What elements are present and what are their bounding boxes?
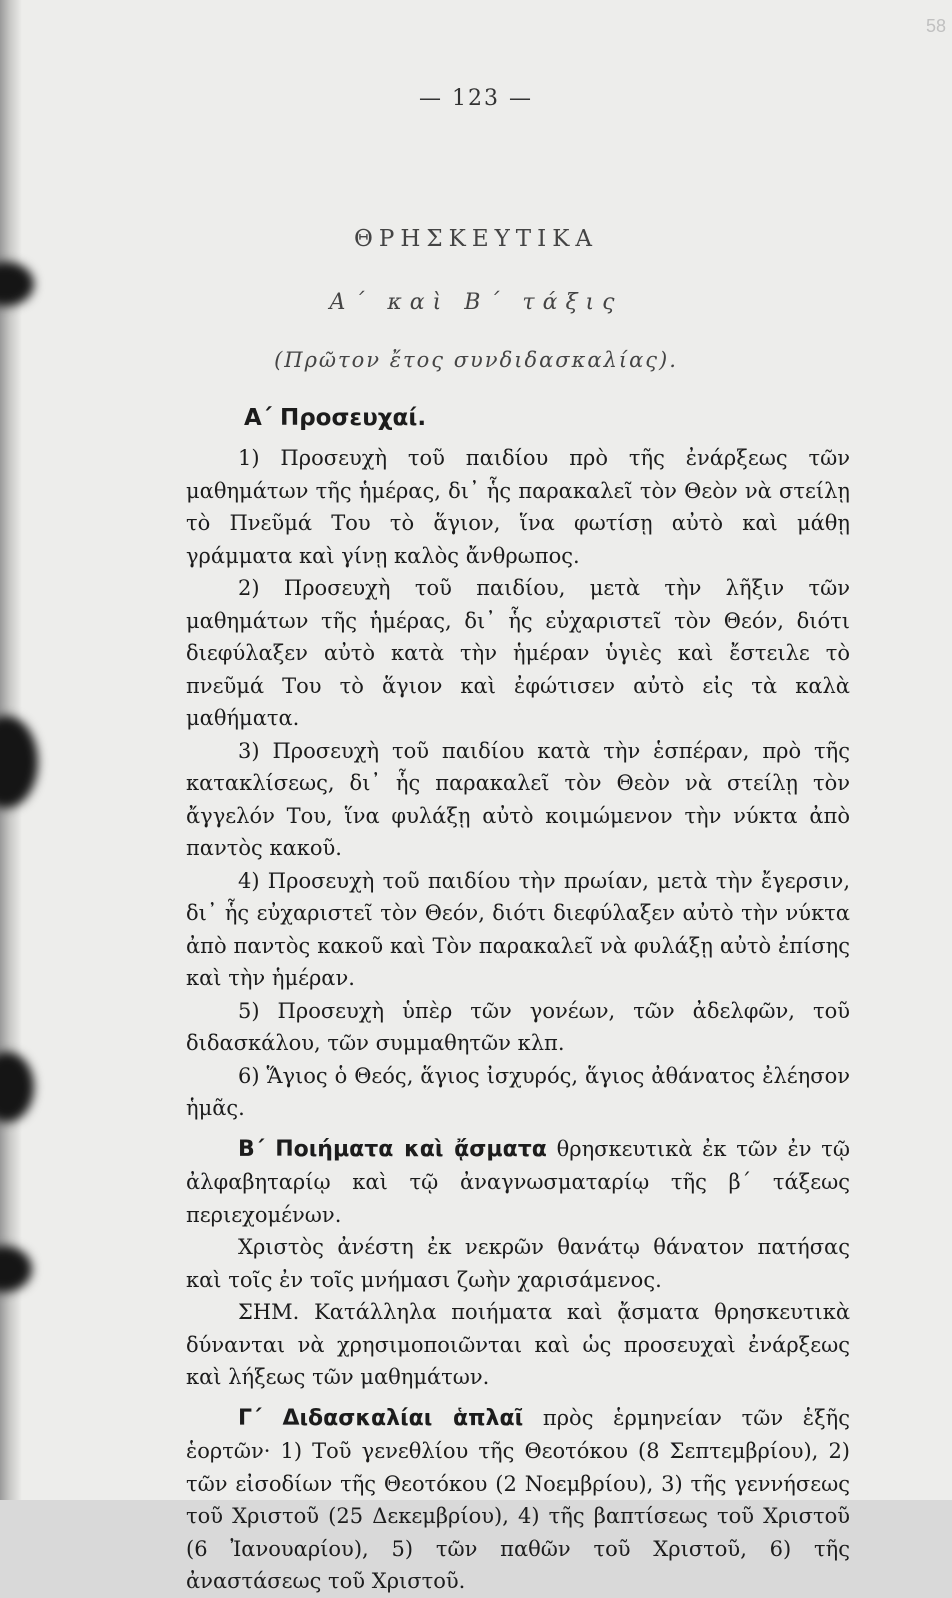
ink-blot bbox=[0, 1246, 32, 1292]
prayer-item: 4) Προσευχὴ τοῦ παιδίου τὴν πρωίαν, μετὰ τὴν ἔγερσιν, δι᾽ ἧς εὐχαριστεῖ τὸν Θεόν, διότι διεφύλαξεν αὐτὸ τὴν νύκτα ἀπὸ παντὸς κακοῦ καὶ Τὸν παρακαλεῖ νὰ φυλάξῃ αὐτὸ ἐπίσης καὶ τὴν ἡμέραν. bbox=[186, 868, 850, 990]
page-title: ΘΡΗΣΚΕΥΤΙΚΑ bbox=[353, 226, 599, 252]
section-c-paragraph bbox=[186, 1402, 850, 1598]
document-body bbox=[186, 400, 850, 1598]
prayer-item: 1) Προσευχὴ τοῦ παιδίου πρὸ τῆς ἐνάρξεως τῶν μαθημάτων τῆς ἡμέρας, δι᾽ ἧς παρακαλεῖ τὸν Θεὸν νὰ στείλῃ τὸ Πνεῦμά Του τὸ ἅγιον, ἵνα φωτίσῃ αὐτὸ καὶ μάθῃ γράμματα καὶ γίνῃ καλὸς ἄνθρωπος. bbox=[186, 446, 850, 568]
note-text: ΣΗΜ. Κατάλληλα ποιήματα καὶ ᾄσματα θρησκευτικὰ δύνανται νὰ χρησιμοποιῶνται καὶ ὡς προσευχαὶ ἐνάρξεως καὶ λήξεως τῶν μαθημάτων. bbox=[186, 1300, 850, 1389]
section-c-heading: Γ΄ Διδασκαλίαι ἁπλαῖ bbox=[238, 1405, 524, 1431]
section-b-paragraph bbox=[186, 1133, 850, 1232]
section-b-intro: θρησκευτικὰ ἐκ τῶν ἐν τῷ ἀλφαβηταρίῳ καὶ τῷ ἀναγνωσματαρίῳ τῆς β΄ τάξεως περιεχομένων. bbox=[186, 1136, 851, 1227]
section-a-heading: Α΄ Προσευχαί. bbox=[244, 405, 427, 431]
year-subtitle: (Πρῶτον ἔτος συνδιδασκαλίας). bbox=[274, 348, 678, 372]
section-c-text: πρὸς ἑρμηνείαν τῶν ἑξῆς ἑορτῶν· 1) Τοῦ γενεθλίου τῆς Θεοτόκου (8 Σεπτεμβρίου), 2) τῶν εἰσοδίων τῆς Θεοτόκου (2 Νοεμβρίου), 3) τῆς γεννήσεως τοῦ Χριστοῦ (25 Δεκεμβρίου), 4) τῆς βαπτίσεως τοῦ Χριστοῦ (6 Ἰανουαρίου), 5) τῶν παθῶν τοῦ Χριστοῦ, 6) τῆς ἀναστάσεως τοῦ Χριστοῦ. bbox=[186, 1405, 850, 1593]
prayer-item: 2) Προσευχὴ τοῦ παιδίου, μετὰ τὴν λῆξιν τῶν μαθημάτων τῆς ἡμέρας, δι᾽ ἧς εὐχαριστεῖ τὸν Θεόν, διότι διεφύλαξεν αὐτὸ κατὰ τὴν ἡμέραν ὑγιὲς καὶ ἔστειλε τὸ πνεῦμά Του τὸ ἅγιον καὶ ἐφώτισεν αὐτὸ εἰς τὰ καλὰ μαθήματα. bbox=[186, 576, 850, 730]
prayer-item: 5) Προσευχὴ ὑπὲρ τῶν γονέων, τῶν ἀδελφῶν, τοῦ διδασκάλου, τῶν συμμαθητῶν κλπ. bbox=[186, 998, 850, 1055]
prayer-item: 6) Ἅγιος ὁ Θεός, ἅγιος ἰσχυρός, ἅγιος ἀθάνατος ἐλέησον ἡμᾶς. bbox=[186, 1063, 850, 1120]
corner-mark: 58 bbox=[925, 16, 946, 36]
prayer-item: 3) Προσευχὴ τοῦ παιδίου κατὰ τὴν ἑσπέραν, πρὸ τῆς κατακλίσεως, δι᾽ ἧς παρακαλεῖ τὸν Θεὸν νὰ στείλῃ τὸν ἄγγελόν Του, ἵνα φυλάξῃ αὐτὸ κοιμώμενον τὴν νύκτα ἀπὸ παντὸς κακοῦ. bbox=[186, 738, 850, 860]
ink-blot bbox=[0, 1052, 34, 1122]
section-b-heading: Β΄ Ποιήματα καὶ ᾄσματα bbox=[238, 1136, 547, 1162]
page-number: — 123 — bbox=[419, 86, 533, 111]
hymn-text: Χριστὸς ἀνέστη ἐκ νεκρῶν θανάτῳ θάνατον πατήσας καὶ τοῖς ἐν τοῖς μνήμασι ζωὴν χαρισάμενος. bbox=[186, 1235, 850, 1292]
class-subtitle: Α΄ καὶ Β΄ τάξις bbox=[329, 290, 623, 315]
ink-blot bbox=[0, 716, 38, 808]
